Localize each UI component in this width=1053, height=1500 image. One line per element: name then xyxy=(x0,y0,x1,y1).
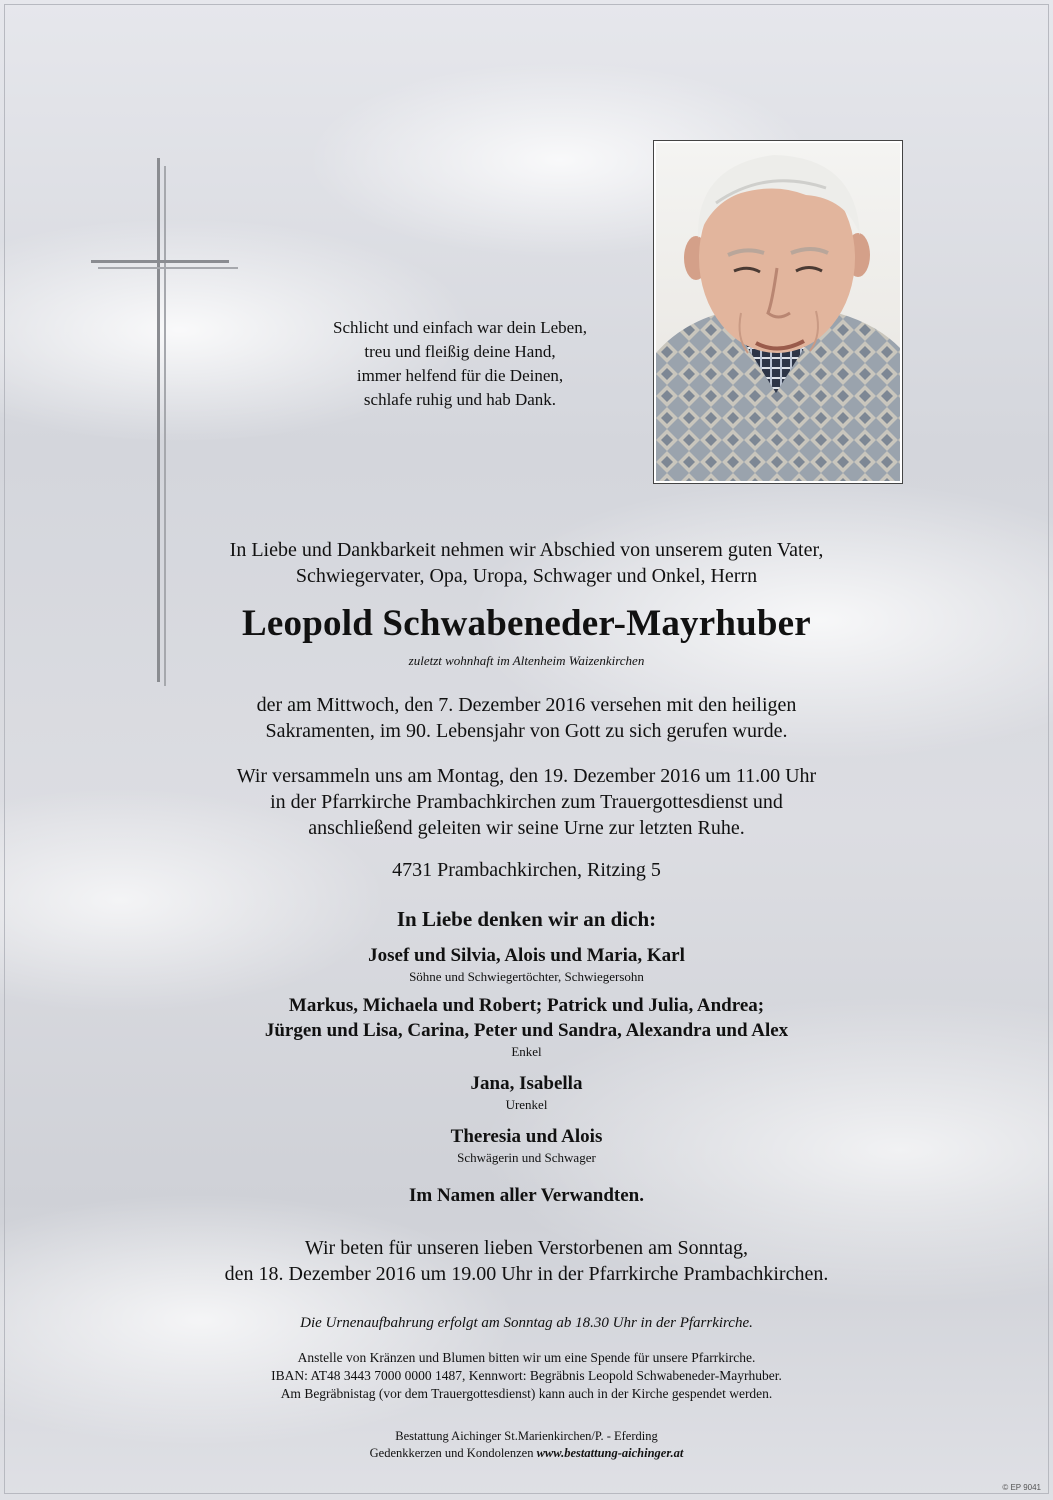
memorial-poem xyxy=(270,316,650,412)
service-line: Wir versammeln uns am Montag, den 19. Dezember 2016 um 11.00 Uhr xyxy=(236,765,817,787)
mourner-group xyxy=(0,1071,1053,1113)
mourner-group xyxy=(0,943,1053,985)
mourner-relation: Urenkel xyxy=(505,1097,548,1112)
portrait-illustration xyxy=(656,143,900,481)
mourner-relation: Schwägerin und Schwager xyxy=(457,1150,596,1165)
cross-horizontal-bar xyxy=(91,260,229,263)
last-residence: zuletzt wohnhaft im Altenheim Waizenkirchen xyxy=(408,653,645,668)
mourner-relation: Enkel xyxy=(511,1044,542,1059)
poem-line: treu und fleißig deine Hand, xyxy=(364,342,556,361)
mourner-names: Josef und Silvia, Alois und Maria, Karl xyxy=(368,945,685,966)
mourner-names: Jürgen und Lisa, Carina, Peter und Sandra, Alexandra und Alex xyxy=(264,1020,789,1041)
mourner-names: Theresia und Alois xyxy=(450,1126,603,1147)
portrait-photo-frame xyxy=(653,140,903,484)
donation-line: Anstelle von Kränzen und Blumen bitten wir um eine Spende für unsere Pfarrkirche. xyxy=(297,1350,756,1365)
poem-line: schlafe ruhig und hab Dank. xyxy=(363,390,557,409)
website-link[interactable]: www.bestattung-aichinger.at xyxy=(536,1446,684,1460)
service-line: in der Pfarrkirche Prambachkirchen zum Trauergottesdienst und xyxy=(270,791,783,813)
announcement-line: der am Mittwoch, den 7. Dezember 2016 versehen mit den heiligen xyxy=(256,694,797,716)
cross-horizontal-shadow xyxy=(98,267,238,269)
mourner-relation: Söhne und Schwiegertöchter, Schwiegersohn xyxy=(409,969,644,984)
intro-line: In Liebe und Dankbarkeit nehmen wir Abschied von unserem guten Vater, xyxy=(229,539,824,561)
death-announcement xyxy=(0,692,1053,744)
urn-viewing-note: Die Urnenaufbahrung erfolgt am Sonntag ab 18.30 Uhr in der Pfarrkirche. xyxy=(300,1315,753,1331)
family-address: 4731 Prambachkirchen, Ritzing 5 xyxy=(392,859,661,881)
condolence-line xyxy=(0,1445,1053,1462)
donation-line: Am Begräbnistag (vor dem Trauergottesdienst) kann auch in der Kirche gespendet werden. xyxy=(280,1386,773,1401)
prayer-info xyxy=(0,1235,1053,1287)
condolence-text: Gedenkkerzen und Kondolenzen xyxy=(369,1446,537,1460)
mourners-heading: In Liebe denken wir an dich: xyxy=(396,907,657,931)
mourner-names: Jana, Isabella xyxy=(470,1073,583,1094)
funeral-service-info xyxy=(0,763,1053,841)
prayer-line: den 18. Dezember 2016 um 19.00 Uhr in der Pfarrkirche Prambachkirchen. xyxy=(224,1263,829,1285)
farewell-intro xyxy=(0,537,1053,589)
mourner-names: Markus, Michaela und Robert; Patrick und Julia, Andrea; xyxy=(288,995,765,1016)
announcement-line: Sakramenten, im 90. Lebensjahr von Gott zu sich gerufen wurde. xyxy=(265,720,788,742)
portrait-photo xyxy=(656,143,900,481)
service-line: anschließend geleiten wir seine Urne zur letzten Ruhe. xyxy=(308,817,745,839)
poem-line: Schlicht und einfach war dein Leben, xyxy=(333,318,587,337)
closing-line: Im Namen aller Verwandten. xyxy=(408,1185,645,1206)
mourner-group xyxy=(0,993,1053,1060)
funeral-home-name: Bestattung Aichinger St.Marienkirchen/P. - Eferding xyxy=(395,1429,658,1443)
intro-line: Schwiegervater, Opa, Uropa, Schwager und Onkel, Herrn xyxy=(295,565,758,587)
deceased-name: Leopold Schwabeneder-Mayrhuber xyxy=(242,603,811,644)
donation-line: IBAN: AT48 3443 7000 0000 1487, Kennwort: Begräbnis Leopold Schwabeneder-Mayrhuber. xyxy=(271,1368,782,1383)
poem-line: immer helfend für die Deinen, xyxy=(356,366,564,385)
prayer-line: Wir beten für unseren lieben Verstorbenen am Sonntag, xyxy=(304,1237,749,1259)
funeral-home-info xyxy=(0,1428,1053,1462)
mourner-group xyxy=(0,1124,1053,1166)
print-code: © EP 9041 xyxy=(1002,1483,1041,1492)
donation-info xyxy=(0,1349,1053,1403)
